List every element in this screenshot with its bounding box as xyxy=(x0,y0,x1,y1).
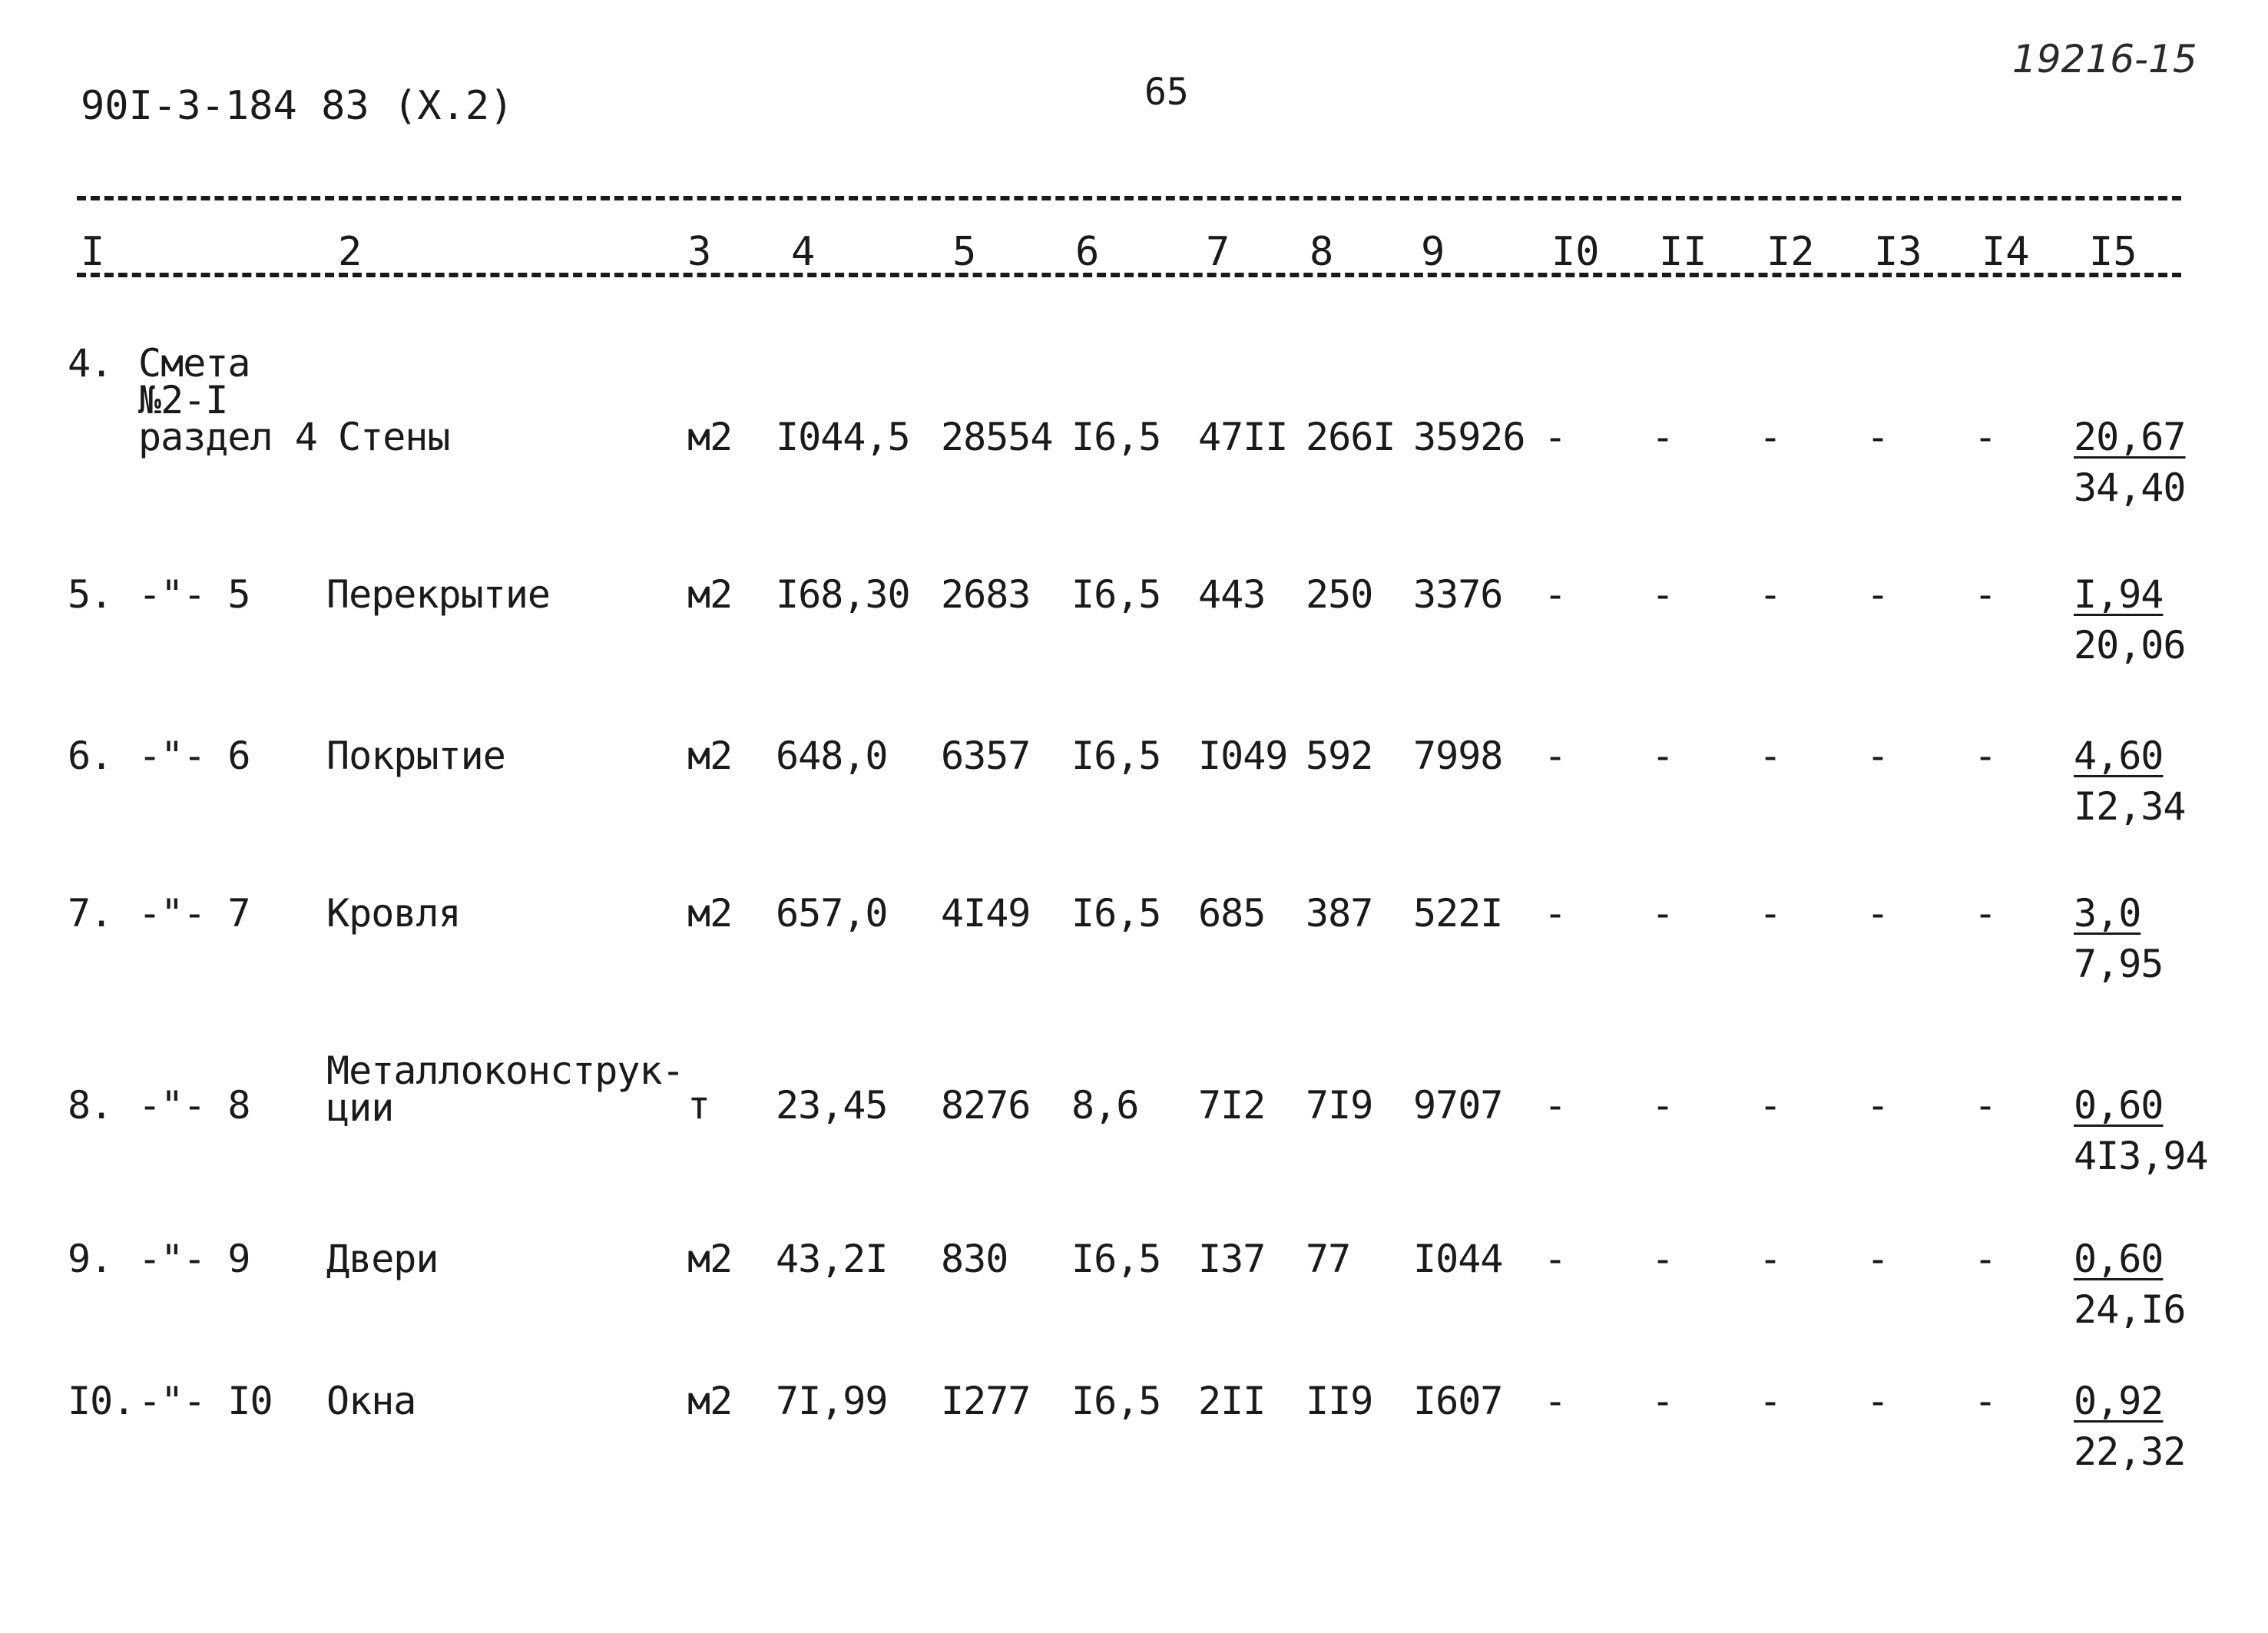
cell-c12: - xyxy=(1759,1379,1782,1423)
cell-c11: - xyxy=(1651,572,1674,617)
cell-c8: 250 xyxy=(1306,572,1373,617)
cell-c13: - xyxy=(1866,891,1889,936)
row-reference: раздел 4 xyxy=(138,415,317,459)
cell-unit: м2 xyxy=(687,415,733,459)
cell-c9: 3376 xyxy=(1413,572,1503,617)
cell-c9: I044 xyxy=(1413,1237,1503,1281)
column-number-10: I0 xyxy=(1551,229,1600,275)
cell-c7: 685 xyxy=(1198,891,1266,936)
cell-c4: 43,2I xyxy=(776,1237,888,1281)
cell-c7: 7I2 xyxy=(1198,1083,1266,1128)
cell-c6: I6,5 xyxy=(1071,415,1161,459)
cell-c8: 7I9 xyxy=(1306,1083,1373,1128)
cell-c13: - xyxy=(1866,572,1889,617)
cell-c11: - xyxy=(1651,1237,1674,1281)
cell-c15-denominator: 20,06 xyxy=(2074,623,2186,667)
cell-unit: м2 xyxy=(687,734,733,778)
cell-unit: м2 xyxy=(687,1237,733,1281)
cell-c13: - xyxy=(1866,734,1889,778)
row-name: Двери xyxy=(326,1237,439,1281)
cell-c15-numerator: 0,60 xyxy=(2074,1083,2164,1128)
cell-c13: - xyxy=(1866,1083,1889,1128)
cell-c15-numerator: 20,67 xyxy=(2074,415,2186,459)
cell-c9: 35926 xyxy=(1413,415,1525,459)
cell-c6: 8,6 xyxy=(1071,1083,1139,1128)
row-reference: Смета xyxy=(138,341,250,386)
cell-c6: I6,5 xyxy=(1071,1379,1161,1423)
cell-unit: м2 xyxy=(687,572,733,617)
column-number-9: 9 xyxy=(1421,229,1445,275)
cell-c6: I6,5 xyxy=(1071,891,1161,936)
top-dashed-rule xyxy=(77,196,2181,200)
row-name: Кровля xyxy=(326,891,461,936)
column-number-3: 3 xyxy=(687,229,712,275)
cell-c14: - xyxy=(1974,1379,1997,1423)
handwritten-reference: 19216-15 xyxy=(2012,37,2197,81)
cell-c8: 77 xyxy=(1306,1237,1351,1281)
cell-c7: 443 xyxy=(1198,572,1266,617)
cell-c7: I37 xyxy=(1198,1237,1266,1281)
cell-c15-numerator: 4,60 xyxy=(2074,734,2164,778)
row-name: Окна xyxy=(326,1379,416,1423)
cell-c15-denominator: 24,I6 xyxy=(2074,1287,2186,1332)
cell-c14: - xyxy=(1974,1237,1997,1281)
cell-c12: - xyxy=(1759,415,1782,459)
cell-c14: - xyxy=(1974,415,1997,459)
cell-c13: - xyxy=(1866,415,1889,459)
cell-c8: 592 xyxy=(1306,734,1373,778)
cell-c11: - xyxy=(1651,1379,1674,1423)
cell-c11: - xyxy=(1651,891,1674,936)
cell-c10: - xyxy=(1544,1083,1567,1128)
cell-c15-denominator: 7,95 xyxy=(2074,942,2164,986)
column-number-15: I5 xyxy=(2089,229,2137,275)
row-reference: -"- 5 xyxy=(138,572,250,617)
cell-c14: - xyxy=(1974,1083,1997,1128)
cell-c12: - xyxy=(1759,1237,1782,1281)
cell-c9: I607 xyxy=(1413,1379,1503,1423)
cell-c11: - xyxy=(1651,734,1674,778)
page-number: 65 xyxy=(1144,71,1189,114)
row-number: 5. xyxy=(68,572,113,617)
row-number: I0. xyxy=(68,1379,135,1423)
cell-c15-numerator: 0,60 xyxy=(2074,1237,2164,1281)
cell-c9: 522I xyxy=(1413,891,1503,936)
cell-c7: I049 xyxy=(1198,734,1288,778)
column-number-4: 4 xyxy=(791,229,816,275)
column-number-14: I4 xyxy=(1982,229,2030,275)
column-number-2: 2 xyxy=(338,229,363,275)
cell-c15-numerator: I,94 xyxy=(2074,572,2164,617)
row-number: 8. xyxy=(68,1083,113,1128)
column-number-12: I2 xyxy=(1766,229,1815,275)
row-name: ции xyxy=(326,1085,394,1130)
cell-c11: - xyxy=(1651,1083,1674,1128)
cell-unit: м2 xyxy=(687,891,733,936)
cell-c5: 830 xyxy=(941,1237,1008,1281)
cell-c4: 657,0 xyxy=(776,891,888,936)
cell-c13: - xyxy=(1866,1379,1889,1423)
cell-c4: 23,45 xyxy=(776,1083,888,1128)
cell-c6: I6,5 xyxy=(1071,1237,1161,1281)
row-number: 4. xyxy=(68,341,113,386)
cell-c9: 7998 xyxy=(1413,734,1503,778)
cell-c6: I6,5 xyxy=(1071,734,1161,778)
column-number-6: 6 xyxy=(1075,229,1100,275)
row-number: 9. xyxy=(68,1237,113,1281)
column-number-7: 7 xyxy=(1206,229,1230,275)
row-reference: -"- 6 xyxy=(138,734,250,778)
cell-c15-denominator: I2,34 xyxy=(2074,784,2186,829)
row-reference: -"- 8 xyxy=(138,1083,250,1128)
cell-c5: 28554 xyxy=(941,415,1053,459)
cell-c5: 2683 xyxy=(941,572,1031,617)
cell-c4: I68,30 xyxy=(776,572,910,617)
cell-c15-denominator: 22,32 xyxy=(2074,1429,2186,1474)
cell-c6: I6,5 xyxy=(1071,572,1161,617)
column-number-1: I xyxy=(81,229,105,275)
cell-c10: - xyxy=(1544,1237,1567,1281)
cell-c12: - xyxy=(1759,734,1782,778)
cell-c10: - xyxy=(1544,572,1567,617)
cell-c15-numerator: 3,0 xyxy=(2074,891,2141,936)
cell-c7: 47II xyxy=(1198,415,1288,459)
cell-c13: - xyxy=(1866,1237,1889,1281)
column-number-8: 8 xyxy=(1309,229,1334,275)
cell-c10: - xyxy=(1544,734,1567,778)
cell-c8: II9 xyxy=(1306,1379,1373,1423)
cell-c8: 266I xyxy=(1306,415,1396,459)
cell-c14: - xyxy=(1974,734,1997,778)
row-reference: -"- 7 xyxy=(138,891,250,936)
row-reference: -"- 9 xyxy=(138,1237,250,1281)
row-name: Покрытие xyxy=(326,734,505,778)
cell-c15-denominator: 4I3,94 xyxy=(2074,1134,2208,1178)
row-name: Металлоконструк- xyxy=(326,1048,684,1093)
cell-c5: 8276 xyxy=(941,1083,1031,1128)
cell-unit: м2 xyxy=(687,1379,733,1423)
row-reference: №2-I xyxy=(138,378,228,422)
cell-c12: - xyxy=(1759,891,1782,936)
cell-c14: - xyxy=(1974,572,1997,617)
cell-c4: I044,5 xyxy=(776,415,910,459)
cell-c5: 6357 xyxy=(941,734,1031,778)
cell-c10: - xyxy=(1544,415,1567,459)
column-header-dashed-rule xyxy=(77,273,2181,277)
cell-c15-denominator: 34,40 xyxy=(2074,465,2186,510)
cell-c5: 4I49 xyxy=(941,891,1031,936)
column-number-5: 5 xyxy=(952,229,977,275)
cell-unit: т xyxy=(687,1083,710,1128)
column-number-11: II xyxy=(1659,229,1707,275)
cell-c15-numerator: 0,92 xyxy=(2074,1379,2164,1423)
row-name: Перекрытие xyxy=(326,572,551,617)
column-number-13: I3 xyxy=(1874,229,1922,275)
cell-c8: 387 xyxy=(1306,891,1373,936)
row-name: Стены xyxy=(338,415,450,459)
cell-c5: I277 xyxy=(941,1379,1031,1423)
cell-c4: 7I,99 xyxy=(776,1379,888,1423)
cell-c14: - xyxy=(1974,891,1997,936)
row-number: 6. xyxy=(68,734,113,778)
row-reference: -"- I0 xyxy=(138,1379,273,1423)
cell-c10: - xyxy=(1544,891,1567,936)
cell-c4: 648,0 xyxy=(776,734,888,778)
document-code: 90I-3-184 83 (X.2) xyxy=(81,83,514,129)
cell-c7: 2II xyxy=(1198,1379,1266,1423)
row-number: 7. xyxy=(68,891,113,936)
cell-c9: 9707 xyxy=(1413,1083,1503,1128)
cell-c12: - xyxy=(1759,1083,1782,1128)
cell-c11: - xyxy=(1651,415,1674,459)
cell-c12: - xyxy=(1759,572,1782,617)
cell-c10: - xyxy=(1544,1379,1567,1423)
